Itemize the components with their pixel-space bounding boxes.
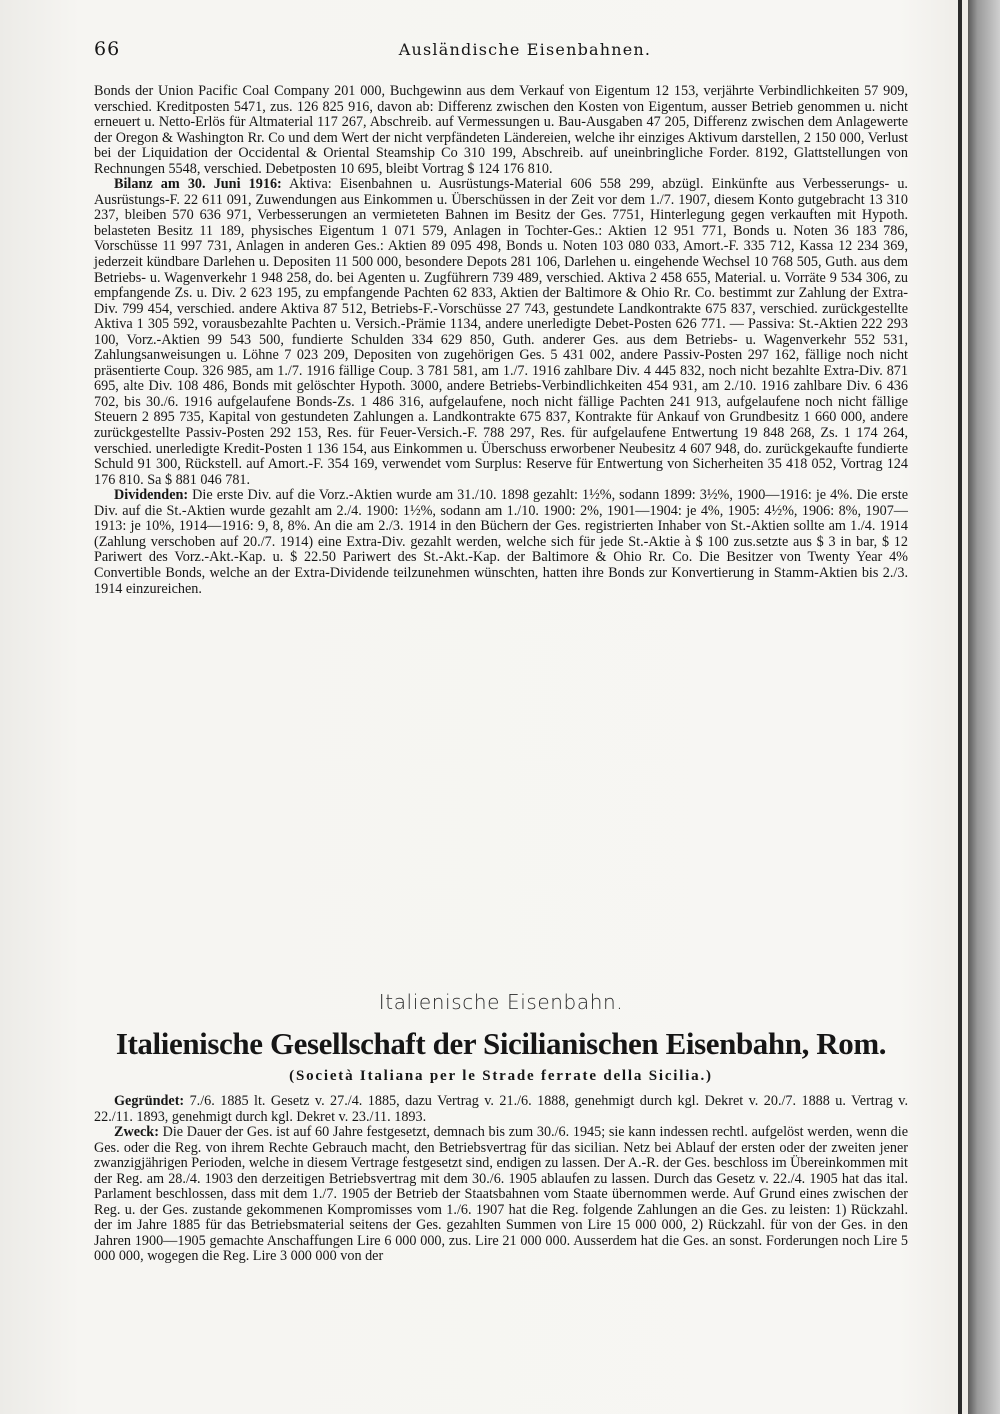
running-title: Ausländische Eisenbahnen. <box>398 40 652 59</box>
paragraph-bonds: Bonds der Union Pacific Coal Company 201 000, Buchgewinn aus dem Verkauf von Eigentum 12 153, verjährte Verbindlichkeiten 57 909, verschied. Kreditposten 5471, zus. 126 825 916, davon ab: Differenz zwischen den Kosten von Eigentum, ausser Betrieb genommen u. nicht erneuert u. Netto-Erlös für Altmaterial 117 267, Abschreib. auf Vermessungen u. Bau-Ausgaben 47 205, Differenz zwischen dem Anlagewerte der Oregon & Washington Rr. Co und dem Wert der nicht verpfändeten Ländereien, welche ihr einziges Aktivum darstellen, 2 150 000, Verlust bei der Liquidation der Occidental & Oriental Steamship Co 310 199, Abschreib. auf uneinbringliche Forder. 8192, Glattstellungen von Rechnungen 5548, verschied. Debetposten 10 695, bleibt Vortrag $ 124 176 810. <box>94 83 908 177</box>
bilanz-label: Bilanz am 30. Juni 1916: <box>114 176 282 193</box>
company-subtitle: (Società Italiana per le Strade ferrate della Sicilia.) <box>289 1068 713 1084</box>
section-heading: Italienische Eisenbahn. <box>378 990 624 1014</box>
dividenden-label: Dividenden: <box>114 487 189 504</box>
top-text-block <box>94 84 908 597</box>
company-title: Italienische Gesellschaft der Sicilianischen Eisenbahn, Rom. <box>115 1026 887 1061</box>
bilanz-text: Aktiva: Eisenbahnen u. Ausrüstungs-Material 606 558 299, abzügl. Einkünfte aus Verbesserungs- u. Ausrüstungs-F. 22 611 091, Zuwendungen aus Einkommen u. Überschüssen in der Zeit vor dem 1./7. 1907, diesem Konto gutgebracht 13 310 237, bleiben 570 636 971, Verbesserungen an vermieteten Bahnen im Besitz der Ges. 7751, Hinterlegung gegen verkauften mit Hypoth. belasteten Besitz 11 189, physisches Eigentum 1 071 579, Anlagen in Tochter-Ges.: Aktien 12 951 771, Bonds u. Noten 36 183 786, Vorschüsse 11 997 731, Anlagen in anderen Ges.: Aktien 89 095 498, Bonds u. Noten 103 080 033, Amort.-F. 335 712, Kassa 12 234 369, jederzeit kündbare Darlehen u. Depositen 11 500 000, besondere Depots 281 106, Darlehen u. eingehende Wechsel 10 768 505, Guth. aus dem Betriebs- u. Wagenverkehr 1 948 258, do. bei Agenten u. Zugführern 739 489, verschied. Aktiva 2 458 655, Material. u. Vorräte 9 534 306, zu empfangende Zs. u. Div. 2 623 195, zu empfangende Pachten 62 833, Aktien der Baltimore & Ohio Rr. Co. bestimmt zur Zahlung der Extra-Div. 799 454, verschied. andere Aktiva 87 512, Betriebs-F.-Vorschüsse 27 743, gestundete Landkontrakte 675 837, verschied. zurückgestellte Aktiva 1 305 592, vorausbezahlte Pachten u. Versich.-Prämie 1134, andere unerledigte Debet-Posten 626 771. — Passiva: St.-Aktien 222 293 100, Vorz.-Aktien 99 543 500, fundierte Schulden 334 629 850, Guth. anderer Ges. aus dem Betriebs- u. Wagenverkehr 552 531, Zahlungsanweisungen u. Löhne 7 023 209, Depositen von zugehörigen Ges. 5 431 002, andere Passiv-Posten 297 162, fällige noch nicht präsentierte Coup. 326 985, am 1./7. 1916 fällige Coup. 3 781 581, am 1./7. 1916 zahlbare Div. 4 445 832, noch nicht bezahlte Extra-Div. 871 695, alte Div. 108 486, Bonds mit gelöschter Hypoth. 3000, andere Betriebs-Verbindlichkeiten 454 931, am 2./10. 1916 zahlbare Div. 6 436 702, bis 30./6. 1916 aufgelaufene Bonds-Zs. 1 486 316, aufgelaufene, noch nicht fällige Pachten 241 913, aufgelaufene noch nicht fällige Steuern 2 895 735, Kapital von gestundeten Zahlungen a. Landkontrakte 675 837, Kontrakte für Ankauf von Grundbesitz 1 660 000, andere zurückgestellte Passiv-Posten 292 153, Res. für Feuer-Versich.-F. 788 297, Res. für aufgelaufene Entwertung 19 848 268, Zs. 1 174 264, verschied. unerledigte Kredit-Posten 1 136 154, aus Einkommen u. Überschuss erworbener Neubesitz 4 607 948, do. zurückgekaufte fundierte Schuld 91 300, Rückstell. auf Amort.-F. 354 169, verwendet vom Surplus: Reserve für Entwertung von Sicherheiten 35 418 052, Vortrag 124 176 810. Sa $ 881 046 781. <box>94 176 908 488</box>
zweck-label: Zweck: <box>114 1124 159 1141</box>
gegruendet-text: 7./6. 1885 lt. Gesetz v. 27./4. 1885, dazu Vertrag v. 21./6. 1888, genehmigt durch kgl. Dekret v. 20./7. 1888 u. Vertrag v. 22./11. 1893, genehmigt durch kgl. Dekret v. 23./11. 1893. <box>94 1093 908 1125</box>
paragraph-dividenden <box>94 488 908 597</box>
binding-edge <box>968 0 1000 1414</box>
page-edge-shadow <box>958 0 962 1414</box>
paragraph-zweck <box>94 1125 908 1265</box>
gegruendet-label: Gegründet: <box>114 1093 185 1109</box>
paragraph-bilanz <box>94 177 908 488</box>
company-text-block <box>94 1094 908 1265</box>
page-header <box>94 38 956 64</box>
page-number: 66 <box>94 38 121 60</box>
zweck-text: Die Dauer der Ges. ist auf 60 Jahre festgesetzt, demnach bis zum 30./6. 1945; sie kann indessen rechtl. aufgelöst werden, wenn die Ges. oder die Reg. von ihrem Rechte Gebrauch macht, den Betriebsvertrag für das sicilian. Netz bei Ablauf der ersten oder der zweiten jener zwanzigjährigen Perioden, welche in diesem Vertrage festgesetzt sind, endigen zu lassen. Der A.-R. der Ges. beschloss im Übereinkommen mit der Reg. am 28./4. 1903 den derzeitigen Betriebsvertrag mit dem 30./6. 1905 ablaufen zu lassen. Durch das Gesetz v. 22./4. 1905 hat das ital. Parlament beschlossen, dass mit dem 1./7. 1905 der Betrieb der Staatsbahnen vom Staate übernommen werde. Auf Grund eines zwischen der Reg. u. der Ges. zustande gekommenen Kompromisses vom 1./6. 1907 hat die Reg. folgende Zahlungen an die Ges. zu leisten: 1) Rückzahl. der im Jahre 1885 für das Betriebsmaterial seitens der Ges. gezahlten Summen von Lire 15 000 000, 2) Rückzahl. für von der Ges. in den Jahren 1900—1905 gemachte Anschaffungen Lire 6 000 000, zus. Lire 21 000 000. Ausserdem hat die Ges. an sonst. Forderungen noch Lire 5 000 000, wogegen die Reg. Lire 3 000 000 von der <box>94 1124 908 1265</box>
paragraph-gegruendet <box>94 1094 908 1125</box>
dividenden-text: Die erste Div. auf die Vorz.-Aktien wurde am 31./10. 1898 gezahlt: 1½%, sodann 1899: 3½%, 1900—1916: je 4%. Die erste Div. auf die St.-Aktien wurde gezahlt am 2./4. 1900: 1½%, sodann am 1./10. 1900: 2%, 1901—1904: je 4%, 1905: 4½%, 1906: 8%, 1907—1913: je 10%, 1914—1916: 9, 8, 8%. An die am 2./3. 1914 in den Büchern der Ges. registrierten Inhaber von St.-Aktien sollte am 1./4. 1914 (Zahlung verschoben auf 20./7. 1914) eine Extra-Div. gezahlt werden, welche sich für jede St.-Aktie à $ 100 zus.setzte aus $ 3 in bar, $ 12 Pariwert des Vorz.-Akt.-Kap. u. $ 22.50 Pariwert des St.-Akt.-Kap. der Baltimore & Ohio Rr. Co. Die Besitzer von Twenty Year 4% Convertible Bonds, welche an der Extra-Dividende teilzunehmen wünschten, hatten ihre Bonds zur Konvertierung in Stamm-Aktien bis 2./3. 1914 einzureichen. <box>94 487 908 597</box>
